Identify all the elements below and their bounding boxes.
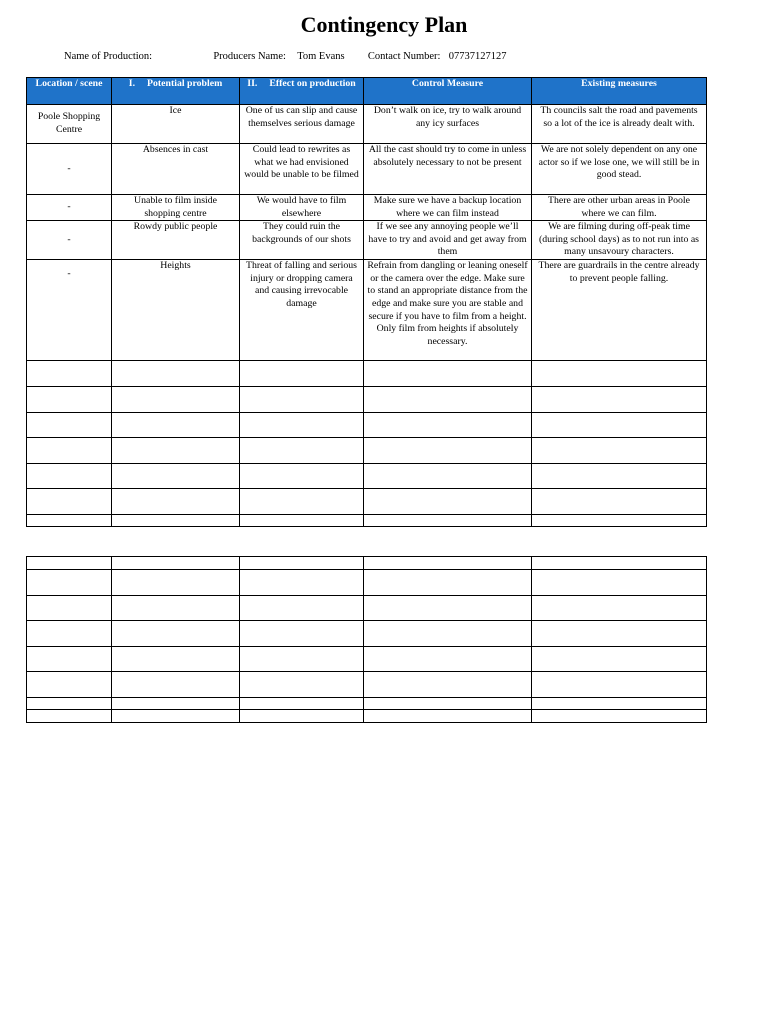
cell-problem: Rowdy public people — [112, 221, 240, 260]
cell-location: Poole Shopping Centre — [27, 105, 112, 144]
empty-row — [27, 438, 707, 464]
empty-row — [27, 515, 707, 527]
empty-row — [27, 710, 707, 723]
blank-table — [26, 556, 707, 723]
cell-existing: Th councils salt the road and pavements so a lot of the ice is already dealt with. — [532, 105, 707, 144]
empty-row — [27, 361, 707, 387]
header-existing-measures: Existing measures — [532, 78, 707, 105]
cell-control: Refrain from dangling or leaning oneself or the camera over the edge. Make sure to stand an appropriate distance from the edge and make sure you are stable and secure if you have to film from a height. Only film from heights if absolutely necessary. — [364, 260, 532, 361]
cell-existing: There are guardrails in the centre already to prevent people falling. — [532, 260, 707, 361]
header-effect-on-production: II. Effect on production — [240, 78, 364, 105]
cell-location: - — [27, 144, 112, 195]
contingency-table — [26, 77, 707, 527]
empty-row — [27, 647, 707, 672]
table-row — [27, 195, 707, 221]
cell-problem: Unable to film inside shopping centre — [112, 195, 240, 221]
production-details — [64, 51, 506, 62]
cell-effect: Threat of falling and serious injury or dropping camera and causing irrevocable damage — [240, 260, 364, 361]
header-control-measure: Control Measure — [364, 78, 532, 105]
cell-control: Don’t walk on ice, try to walk around any icy surfaces — [364, 105, 532, 144]
producer-name-value: Tom Evans — [297, 51, 345, 62]
cell-location: - — [27, 221, 112, 260]
cell-effect: We would have to film elsewhere — [240, 195, 364, 221]
table-row — [27, 105, 707, 144]
cell-control: All the cast should try to come in unless absolutely necessary to not be present — [364, 144, 532, 195]
page-title: Contingency Plan — [300, 12, 468, 37]
production-name-label: Name of Production: — [64, 51, 153, 62]
cell-control: If we see any annoying people we’ll have to try and avoid and get away from them — [364, 221, 532, 260]
cell-problem: Heights — [112, 260, 240, 361]
cell-effect: Could lead to rewrites as what we had envisioned would be unable to be filmed — [240, 144, 364, 195]
cell-effect: One of us can slip and cause themselves serious damage — [240, 105, 364, 144]
empty-row — [27, 557, 707, 570]
empty-row — [27, 621, 707, 647]
cell-location: - — [27, 195, 112, 221]
cell-effect: They could ruin the backgrounds of our shots — [240, 221, 364, 260]
contact-number-value: 07737127127 — [448, 51, 507, 62]
empty-row — [27, 489, 707, 515]
empty-row — [27, 387, 707, 413]
header-location: Location / scene — [27, 78, 112, 105]
header-row — [27, 78, 707, 105]
table-row — [27, 144, 707, 195]
cell-problem: Absences in cast — [112, 144, 240, 195]
cell-location: - — [27, 260, 112, 361]
empty-row — [27, 672, 707, 698]
table-row — [27, 260, 707, 361]
cell-existing: We are not solely dependent on any one actor so if we lose one, we will still be in good stead. — [532, 144, 707, 195]
empty-row — [27, 596, 707, 621]
cell-existing: There are other urban areas in Poole where we can film. — [532, 195, 707, 221]
cell-problem: Ice — [112, 105, 240, 144]
table-row — [27, 221, 707, 260]
empty-row — [27, 413, 707, 438]
empty-row — [27, 570, 707, 596]
header-potential-problem: I. Potential problem — [112, 78, 240, 105]
producer-name-label: Producers Name: — [213, 51, 286, 62]
contact-number-label: Contact Number: — [367, 51, 441, 62]
empty-row — [27, 698, 707, 710]
cell-control: Make sure we have a backup location where we can film instead — [364, 195, 532, 221]
empty-row — [27, 464, 707, 489]
cell-existing: We are filming during off-peak time (during school days) as to not run into as many unsavoury characters. — [532, 221, 707, 260]
